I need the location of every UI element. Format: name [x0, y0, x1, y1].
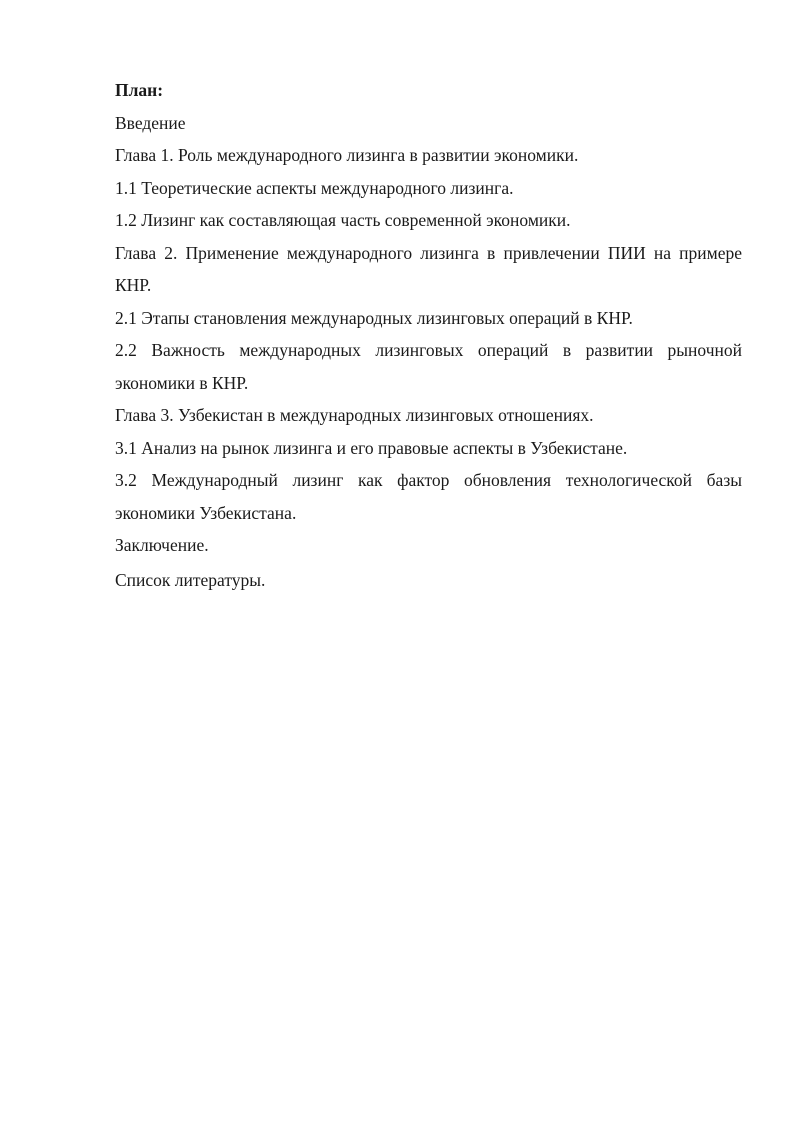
toc-item-2-1: 2.1 Этапы становления международных лизинговых операций в КНР. [115, 307, 633, 328]
toc-item-chapter-1: Глава 1. Роль международного лизинга в развитии экономики. [115, 145, 579, 165]
toc-item-conclusion: Заключение. [115, 535, 209, 555]
toc-item-1-1: 1.1 Теоретические аспекты международного лизинга. [115, 177, 514, 198]
toc-item-3-1: 3.1 Анализ на рынок лизинга и его правовые аспекты в Узбекистане. [115, 437, 628, 458]
toc-item-chapter-3: Глава 3. Узбекистан в международных лизинговых отношениях. [115, 405, 594, 425]
plan-heading: План: [115, 80, 164, 100]
table-of-contents [115, 74, 742, 596]
toc-item-2-2: 2.2 Важность международных лизинговых операций в развитии рыночной экономики в КНР. [115, 340, 742, 393]
toc-item-3-2: 3.2 Международный лизинг как фактор обновления технологической базы экономики Узбекистана. [115, 470, 742, 523]
toc-item-bibliography: Список литературы. [115, 569, 266, 590]
toc-item-introduction: Введение [115, 112, 186, 133]
toc-item-chapter-2: Глава 2. Применение международного лизинга в привлечении ПИИ на примере КНР. [115, 242, 742, 295]
toc-item-1-2: 1.2 Лизинг как составляющая часть современной экономики. [115, 210, 571, 230]
